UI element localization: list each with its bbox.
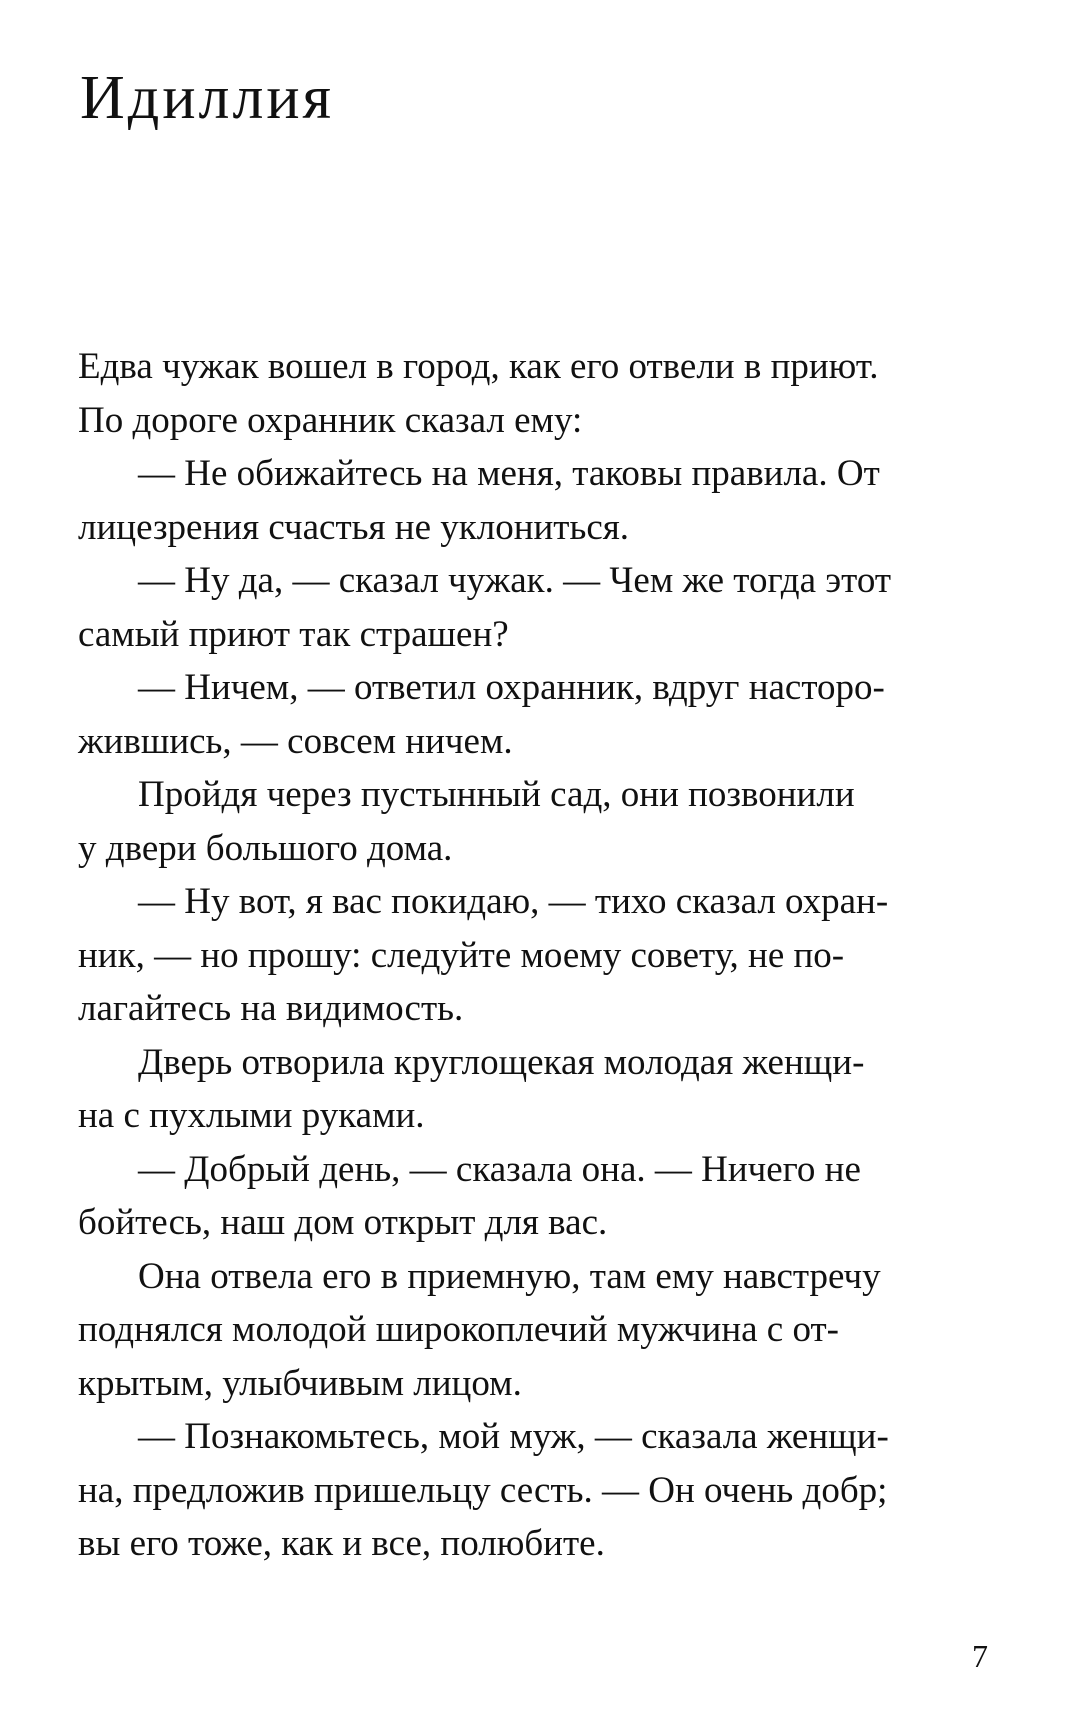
text-line: крытым, улыбчивым лицом. [78, 1362, 522, 1404]
text-line: — Познакомьтесь, мой муж, — сказала женщи- [138, 1416, 889, 1457]
text-line: лагайтесь на видимость. [78, 988, 464, 1029]
text-line: Пройдя через пустынный сад, они позвонили [138, 774, 855, 815]
text-line: — Ничем, — ответил охранник, вдруг насторо- [138, 667, 885, 708]
text-line: на с пухлыми руками. [78, 1095, 425, 1136]
text-line: — Ну вот, я вас покидаю, — тихо сказал охран- [138, 881, 889, 922]
chapter-body [78, 340, 998, 1571]
text-line: жившись, — совсем ничем. [78, 720, 513, 762]
chapter-title: Идиллия [80, 64, 335, 132]
page-number: 7 [972, 1638, 988, 1674]
text-line: ник, — но прошу: следуйте моему совету, не по- [78, 934, 845, 976]
text-line: Едва чужак вошел в город, как его отвели в приют. [78, 346, 879, 387]
text-line: — Добрый день, — сказала она. — Ничего не [138, 1148, 861, 1190]
text-line: — Ну да, — сказал чужак. — Чем же тогда этот [138, 560, 892, 601]
text-line: Она отвела его в приемную, там ему навстречу [138, 1255, 881, 1297]
text-line: поднялся молодой широкоплечий мужчина с от- [78, 1309, 839, 1350]
text-line: — Не обижайтесь на меня, таковы правила. От [138, 453, 880, 494]
text-line: бойтесь, наш дом открыт для вас. [78, 1202, 608, 1243]
text-line: у двери большого дома. [78, 827, 453, 869]
text-line: По дороге охранник сказал ему: [78, 399, 583, 441]
text-line: вы его тоже, как и все, полюбите. [78, 1523, 605, 1564]
text-line: на, предложив пришельцу сесть. — Он очень добр; [78, 1469, 888, 1511]
text-line: лицезрения счастья не уклониться. [78, 506, 630, 548]
text-line: Дверь отворила круглощекая молодая женщи- [138, 1041, 865, 1083]
text-line: самый приют так страшен? [78, 613, 509, 655]
